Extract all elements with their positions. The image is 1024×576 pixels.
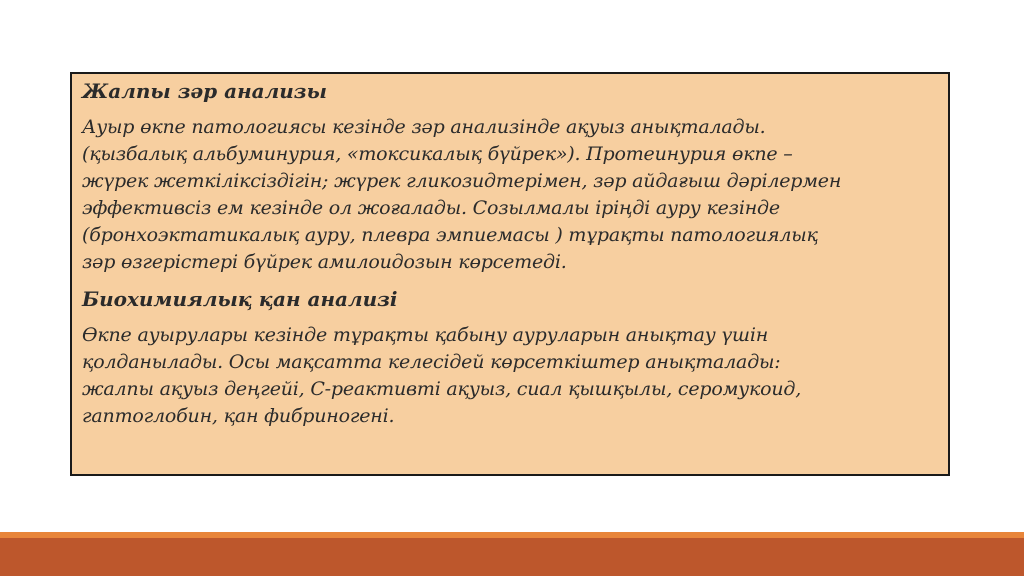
blood-biochemistry-paragraph <box>82 322 938 430</box>
paragraph-line: (қызбалық альбуминурия, «токсикалық бүйрек»). Протеинурия өкпе – <box>82 143 793 165</box>
blood-biochemistry-heading: Биохимиялық қан анализі <box>82 287 398 311</box>
paragraph-line: Өкпе ауырулары кезінде тұрақты қабыну ауруларын анықтау үшін <box>82 324 769 346</box>
footer-bar <box>0 538 1024 576</box>
urine-analysis-paragraph <box>82 114 938 276</box>
paragraph-line: жалпы ақуыз деңгейі, С-реактивті ақуыз, сиал қышқылы, серомукоид, <box>82 378 802 400</box>
paragraph-line: (бронхоэктатикалық ауру, плевра эмпиемасы ) тұрақты патологиялық <box>82 224 818 246</box>
urine-analysis-heading: Жалпы зәр анализы <box>82 79 327 103</box>
content-text-box <box>70 72 950 476</box>
paragraph-line: эффективсіз ем кезінде ол жоғалады. Созылмалы іріңді ауру кезінде <box>82 197 780 219</box>
paragraph-line: гаптоглобин, қан фибриногені. <box>82 405 395 427</box>
paragraph-line: зәр өзгерістері бүйрек амилоидозын көрсетеді. <box>82 251 567 273</box>
paragraph-line: Ауыр өкпе патологиясы кезінде зәр анализінде ақуыз анықталады. <box>82 116 766 138</box>
paragraph-line: жүрек жеткіліксіздігін; жүрек гликозидтерімен, зәр айдағыш дәрілермен <box>82 170 842 192</box>
paragraph-line: қолданылады. Осы мақсатта келесідей көрсеткіштер анықталады: <box>82 351 781 373</box>
